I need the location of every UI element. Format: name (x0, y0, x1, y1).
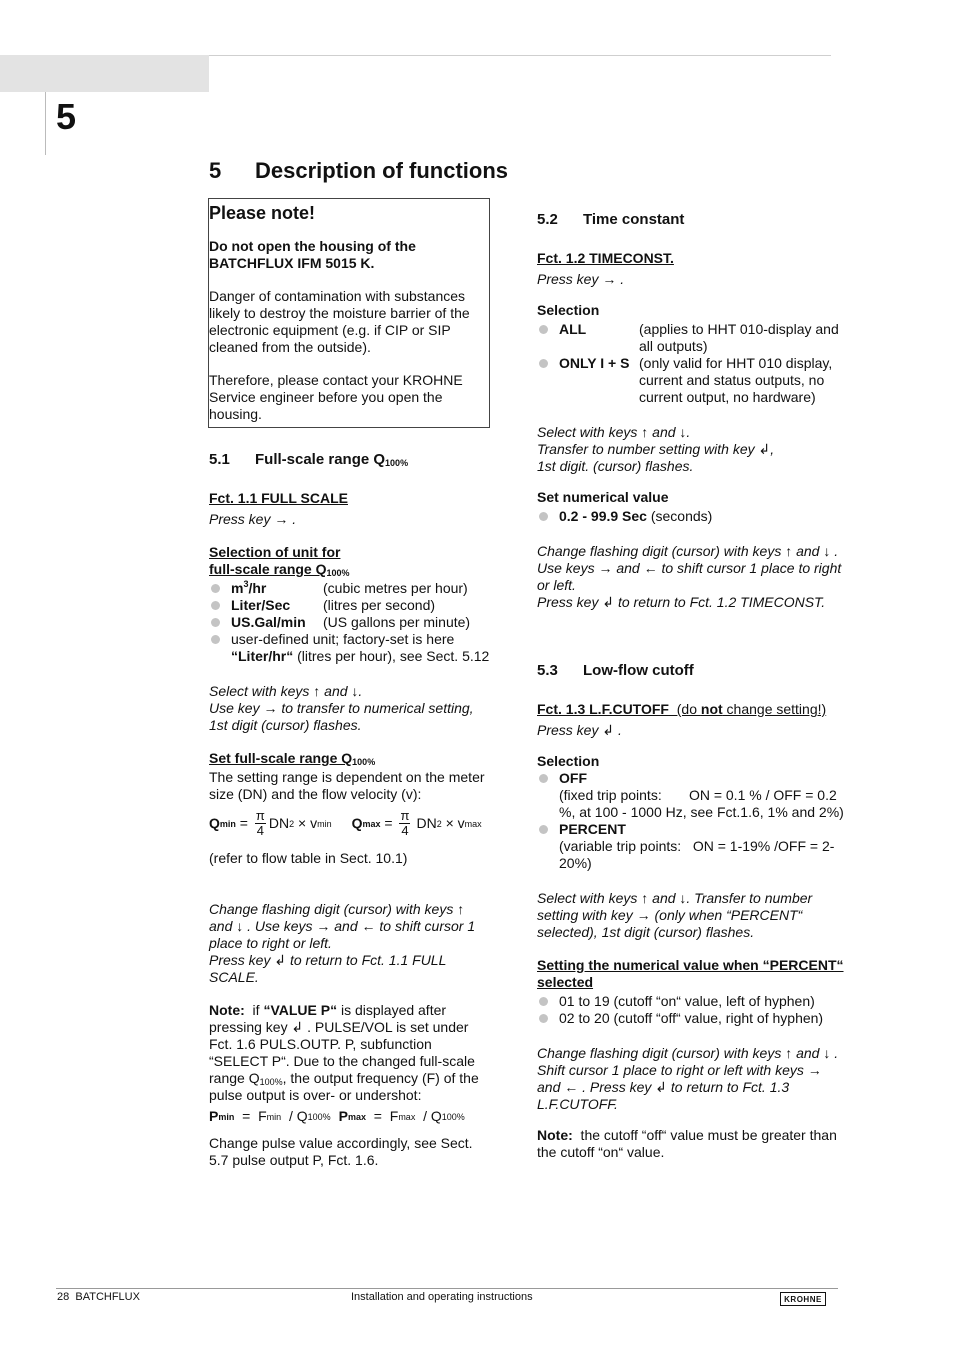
p-formula: P min = F min / Q 100% P max = F max / Q 100% (209, 1108, 465, 1124)
bullet-icon (209, 580, 231, 597)
pulse-note (209, 1002, 490, 1104)
value-unit: (seconds) (646, 508, 713, 524)
note-para1: Danger of contamination with substances likely to destroy the moisture barrier of the electronic equipment (e.g. if CIP or SIP cleaned from the outside). (209, 288, 470, 355)
section-number: 5.2 (537, 211, 558, 228)
unit-desc: (US gallons per minute) (323, 614, 471, 630)
f-symbol: F (389, 1108, 399, 1124)
page-number: 28 (57, 1291, 70, 1303)
qmax-symbol: Q (351, 815, 363, 831)
set-text-5-1: The setting range is dependent on the meter size (DN) and the flow velocity (v): (209, 769, 485, 802)
select-text-5-2: Select with keys ↑ and ↓. Transfer to number setting with key ↲, 1st digit. (cursor) flashes. (537, 424, 775, 474)
note-text-b: “VALUE P“ (263, 1002, 338, 1018)
list-item (209, 580, 490, 597)
pi-fraction (255, 809, 266, 838)
pi-fraction (399, 809, 410, 838)
section-number: 5.1 (209, 451, 230, 468)
bullet-icon (537, 770, 559, 821)
option-key: PERCENT (559, 821, 626, 837)
section-title: Low-flow cutoff (583, 662, 694, 679)
footer-page (57, 1291, 140, 1303)
unit-desc: (cubic metres per hour) (323, 580, 468, 596)
bullet-icon (209, 597, 231, 614)
option-key: OFF (559, 770, 587, 786)
bullet-icon (537, 355, 559, 406)
press-key-1-3: Press key ↲ . (537, 722, 622, 738)
eq-sign: = (366, 1108, 390, 1124)
section-number: 5.3 (537, 662, 558, 679)
list-item (537, 1010, 847, 1027)
note-warning-line1: Do not open the housing of the (209, 238, 416, 254)
unit-key-sup: 3 (243, 579, 249, 589)
unit-list (209, 580, 490, 665)
value-item: 02 to 20 (cutoff “off“ value, right of hyphen) (559, 1010, 824, 1026)
list-item (537, 770, 847, 821)
unit-heading-line2: full-scale range Q (209, 561, 327, 577)
select-text-5-3: Select with keys ↑ and ↓. Transfer to number setting with key → (only when “PERCENT“ selected), 1st digit (cursor) flashes. (537, 890, 813, 940)
ref-text: (refer to flow table in Sect. 10.1) (209, 850, 408, 866)
option-desc: (fixed trip points: ON = 0.1 % / OFF = 0.2 %, at 100 - 1000 Hz, see Fct.1.6, 1% and 2%) (559, 787, 844, 820)
list-item (209, 631, 490, 665)
section-heading-5-3 (537, 661, 847, 681)
set-heading-5-1 (209, 750, 490, 767)
chapter-divider (45, 92, 46, 155)
footer-doc-title: Installation and operating instructions (351, 1291, 533, 1303)
unit-heading-sub: 100% (326, 568, 350, 578)
fct-1-3-paren: (do (668, 701, 701, 717)
footer-product: BATCHFLUX (75, 1291, 140, 1303)
note-label: Note: (537, 1127, 573, 1143)
unit-key: m (231, 580, 244, 596)
unit-key: Liter/Sec (231, 597, 291, 613)
fct-1-3-tail: change setting!) (722, 701, 827, 717)
final-text-5-1: Change pulse value accordingly, see Sect. 5.7 pulse output P, Fct. 1.6. (209, 1135, 473, 1168)
right-column (537, 210, 847, 1161)
list-item (537, 508, 847, 525)
fraction-denominator: 4 (256, 823, 264, 838)
option-desc: (applies to HHT 010-display and all outputs) (639, 321, 839, 354)
unit-key-tail: /hr (248, 580, 267, 596)
p-symbol: P (338, 1108, 348, 1124)
section-title-sub: 100% (385, 458, 409, 468)
eq-sign: = (380, 815, 397, 831)
fct-1-3 (537, 701, 847, 718)
fct-1-3-label: Fct. 1.3 L.F.CUTOFF (537, 701, 669, 717)
unit-heading (209, 544, 490, 578)
bullet-icon (209, 614, 231, 631)
page-title-number: 5 (209, 158, 222, 183)
list-item (537, 993, 847, 1010)
list-item (537, 821, 847, 872)
set-label-5-2: Set numerical value (537, 489, 669, 505)
bullet-icon (537, 321, 559, 355)
note-text: the cutoff “off“ value must be greater than the cutoff “on“ value. (537, 1127, 841, 1160)
change-text-5-3: Change flashing digit (cursor) with keys ↑ and ↓ . Shift cursor 1 place to right or left with keys → and ← . Press key ↲ to return to Fct. 1.3 L.F.CUTOFF. (537, 1045, 839, 1112)
note-label: Note: (209, 1002, 245, 1018)
bullet-icon (537, 1010, 559, 1027)
set-heading-5-3: Setting the numerical value when “PERCENT“ selected (537, 957, 844, 990)
press-key-1-2: Press key → . (537, 271, 625, 287)
fct-1-2: Fct. 1.2 TIMECONST. (537, 250, 674, 266)
note-warning (209, 238, 481, 272)
dn-symbol: DN (416, 815, 437, 831)
slash-q: / Q (415, 1108, 442, 1124)
times-v: × v (441, 815, 465, 831)
bullet-icon (209, 631, 231, 665)
selection-label-5-3: Selection (537, 753, 600, 769)
section-heading-5-1 (209, 450, 490, 470)
eq-sign: = (235, 815, 252, 831)
list-item (209, 597, 490, 614)
chapter-number: 5 (56, 96, 77, 137)
option-desc: (only valid for HHT 010 display, current and status outputs, no current output, no hardware) (639, 355, 833, 405)
note-para2: Therefore, please contact your KROHNE Service engineer before you open the housing. (209, 372, 463, 422)
set-heading-text: Set full-scale range Q (209, 750, 353, 766)
header-tab (0, 55, 209, 92)
page-title (209, 158, 508, 184)
header-rule (209, 55, 831, 56)
selection-label-5-2: Selection (537, 302, 600, 318)
change-text-5-2: Change flashing digit (cursor) with keys ↑ and ↓ . Use keys → and ← to shift cursor 1 place to right or left. Press key ↲ to return to Fct. 1.2 TIMECONST. (537, 543, 842, 610)
note-box (208, 198, 490, 428)
p-symbol: P (209, 1108, 219, 1124)
change-text-5-1: Change flashing digit (cursor) with keys ↑ and ↓ . Use keys → and ← to shift cursor 1 place to right or left. Press key ↲ to return to Fct. 1.1 FULL SCALE. (209, 901, 476, 985)
user-unit-bold: “Liter/hr“ (231, 648, 294, 664)
fraction-denominator: 4 (401, 823, 409, 838)
eq-sign: = (234, 1108, 259, 1124)
option-key: ALL (559, 321, 587, 337)
note-text-a: if (244, 1002, 264, 1018)
set-heading-sub: 100% (352, 757, 376, 767)
note-text-d: , the output frequency (F) of the pulse output is over- or undershot: (209, 1070, 479, 1103)
note-title: Please note! (209, 203, 316, 223)
pi-symbol: π (255, 808, 265, 823)
f-symbol: F (258, 1108, 267, 1124)
footer-rule (56, 1288, 838, 1289)
pi-symbol: π (400, 808, 410, 823)
option-key: ONLY I + S (559, 355, 630, 371)
krohne-logo: KROHNE (780, 1292, 826, 1306)
list-item (537, 321, 847, 355)
fct-1-1: Fct. 1.1 FULL SCALE (209, 490, 348, 506)
fct-1-3-not: not (700, 701, 723, 717)
user-unit-tail: (litres per hour), see Sect. 5.12 (293, 648, 490, 664)
unit-key: US.Gal/min (231, 614, 306, 630)
section-heading-5-2 (537, 210, 847, 230)
times-v: × v (294, 815, 318, 831)
qmin-symbol: Q (209, 815, 220, 831)
cutoff-note (537, 1127, 847, 1161)
dn-symbol: DN (268, 815, 290, 831)
select-text-5-1: Select with keys ↑ and ↓. Use key → to transfer to numerical setting, 1st digit (cursor) flashes. (209, 683, 474, 733)
bullet-icon (537, 508, 559, 525)
bullet-icon (537, 821, 559, 872)
value-item: 01 to 19 (cutoff “on“ value, left of hyphen) (559, 993, 815, 1009)
list-item (537, 355, 847, 406)
note-warning-line2: BATCHFLUX IFM 5015 K. (209, 255, 375, 271)
note-text-sub: 100% (259, 1077, 283, 1087)
slash-q: / Q (281, 1108, 308, 1124)
bullet-icon (537, 993, 559, 1010)
q-formula: Q min = $\frac{\pi}{4}$ DN 2 × v min Q max = $\frac{\pi}{4}$ DN 2 × v max (209, 808, 482, 838)
left-column (209, 198, 490, 1169)
note-text-c: is displayed after pressing key ↲ . PULSE/VOL is set under Fct. 1.6 PULS.OUTP. P, subfunction “SELECT P“. Due to the changed full-scale range Q (209, 1002, 475, 1086)
section-title: Time constant (583, 211, 685, 228)
section-title: Full-scale range Q (255, 451, 386, 468)
unit-desc: (litres per second) (323, 597, 436, 613)
press-key-1-1: Press key → . (209, 511, 297, 527)
page-title-text: Description of functions (255, 158, 508, 183)
list-item (209, 614, 490, 631)
user-unit-text: user-defined unit; factory-set is here (231, 631, 455, 647)
unit-heading-line1: Selection of unit for (209, 544, 341, 560)
option-desc: (variable trip points: ON = 1-19% /OFF = 2-20%) (559, 838, 835, 871)
value-range: 0.2 - 99.9 Sec (559, 508, 647, 524)
